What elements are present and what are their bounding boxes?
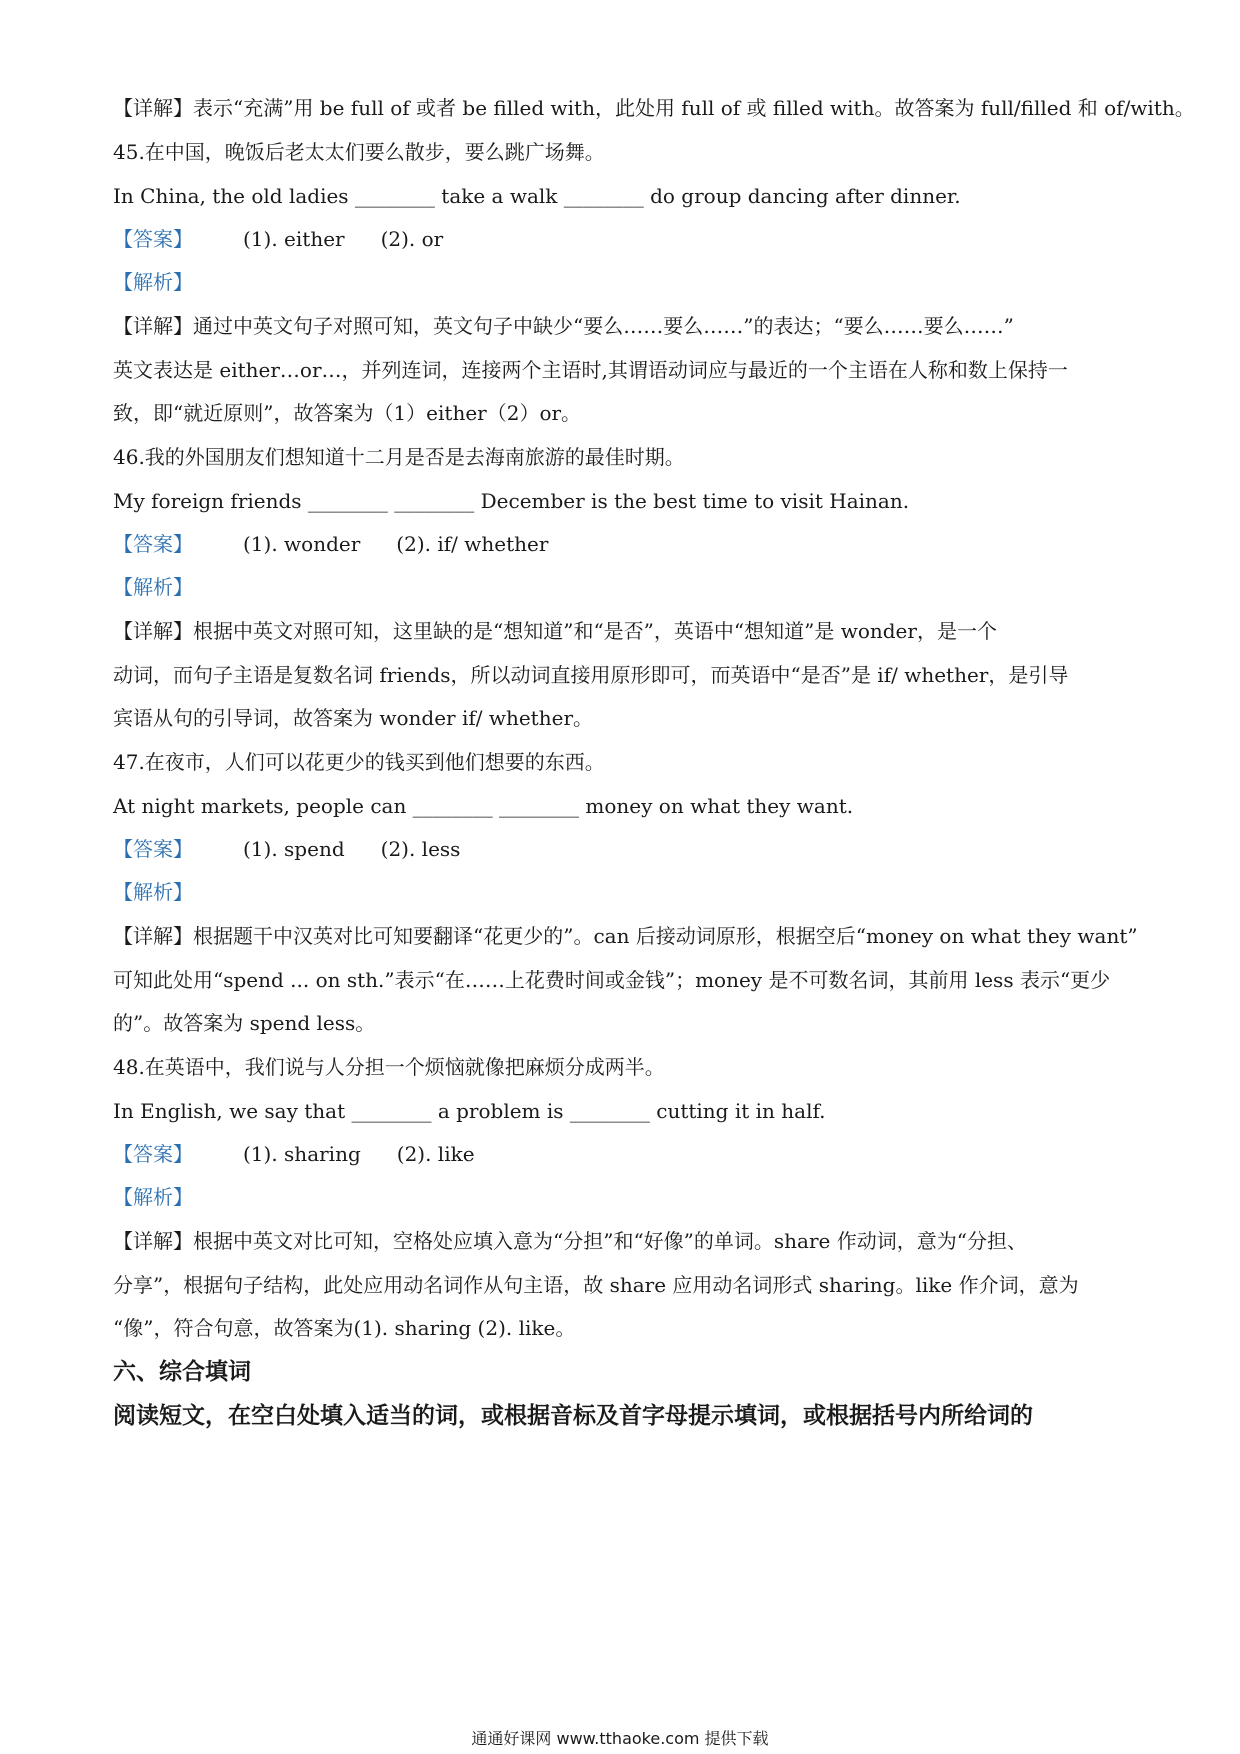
q46-chinese: 46.我的外国朋友们想知道十二月是否是去海南旅游的最佳时期。 — [113, 445, 685, 469]
q45-detail-1: 【详解】通过中英文句子对照可知，英文句子中缺少“要么……要么……”的表达；“要么……要么……” — [113, 314, 1014, 338]
q47-analysis-label: 【解析】 — [113, 880, 193, 904]
q48-answer — [113, 1140, 1133, 1168]
q48-analysis-label: 【解析】 — [113, 1185, 193, 1209]
q44-detail-line: 【详解】表示“充满”用 be full of 或者 be filled with，此处用 full of 或 filled with。故答案为 full/filled 和 of/with。 — [113, 96, 1195, 120]
answer-2: (2). or — [380, 227, 444, 251]
page-footer: 通通好课网 www.tthaoke.com 提供下载 — [471, 1729, 769, 1748]
q47-detail-2: 可知此处用“spend ... on sth.”表示“在……上花费时间或金钱”；money 是不可数名词，其前用 less 表示“更少 — [113, 968, 1111, 992]
q47-english: At night markets, people can ________ ________ money on what they want. — [113, 794, 854, 818]
q45-english: In China, the old ladies ________ take a walk ________ do group dancing after dinner. — [113, 184, 961, 208]
q45-detail-3: 致，即“就近原则”，故答案为（1）either（2）or。 — [113, 401, 582, 425]
section-heading: 六、综合填词 — [113, 1358, 251, 1385]
q46-detail-3: 宾语从句的引导词，故答案为 wonder if/ whether。 — [113, 706, 593, 730]
q46-analysis-label: 【解析】 — [113, 575, 193, 599]
q48-detail-1: 【详解】根据中英文对比可知，空格处应填入意为“分担”和“好像”的单词。share 作动词，意为“分担、 — [113, 1229, 1027, 1253]
q45-chinese: 45.在中国，晚饭后老太太们要么散步，要么跳广场舞。 — [113, 140, 605, 164]
q47-answer — [113, 835, 1133, 863]
answer-1: (1). either — [243, 227, 345, 251]
q48-detail-3: “像”，符合句意，故答案为(1). sharing (2). like。 — [113, 1316, 576, 1340]
answer-label: 【答案】 — [113, 532, 193, 556]
q48-english: In English, we say that ________ a problem is ________ cutting it in half. — [113, 1099, 826, 1123]
q45-answer — [113, 225, 1133, 253]
q48-chinese: 48.在英语中，我们说与人分担一个烦恼就像把麻烦分成两半。 — [113, 1055, 665, 1079]
q45-analysis-label: 【解析】 — [113, 270, 193, 294]
q47-chinese: 47.在夜市，人们可以花更少的钱买到他们想要的东西。 — [113, 750, 605, 774]
q45-detail-2: 英文表达是 either…or…，并列连词，连接两个主语时,其谓语动词应与最近的一个主语在人称和数上保持一 — [113, 358, 1068, 382]
section-instruction: 阅读短文，在空白处填入适当的词，或根据音标及首字母提示填词，或根据括号内所给词的 — [113, 1402, 1033, 1429]
answer-2: (2). less — [380, 837, 461, 861]
q46-detail-1: 【详解】根据中英文对照可知，这里缺的是“想知道”和“是否”，英语中“想知道”是 wonder，是一个 — [113, 619, 997, 643]
q46-english: My foreign friends ________ ________ December is the best time to visit Hainan. — [113, 489, 910, 513]
answer-2: (2). like — [396, 1142, 475, 1166]
answer-label: 【答案】 — [113, 837, 193, 861]
answer-1: (1). spend — [243, 837, 345, 861]
q48-detail-2: 分享”，根据句子结构，此处应用动名词作从句主语，故 share 应用动名词形式 sharing。like 作介词，意为 — [113, 1273, 1079, 1297]
q47-detail-1: 【详解】根据题干中汉英对比可知要翻译“花更少的”。can 后接动词原形，根据空后“money on what they want” — [113, 924, 1138, 948]
answer-label: 【答案】 — [113, 1142, 193, 1166]
q46-detail-2: 动词，而句子主语是复数名词 friends，所以动词直接用原形即可，而英语中“是否”是 if/ whether，是引导 — [113, 663, 1069, 687]
answer-1: (1). sharing — [243, 1142, 361, 1166]
q47-detail-3: 的”。故答案为 spend less。 — [113, 1011, 376, 1035]
answer-2: (2). if/ whether — [396, 532, 549, 556]
q46-answer — [113, 530, 1133, 558]
answer-1: (1). wonder — [243, 532, 361, 556]
answer-label: 【答案】 — [113, 227, 193, 251]
